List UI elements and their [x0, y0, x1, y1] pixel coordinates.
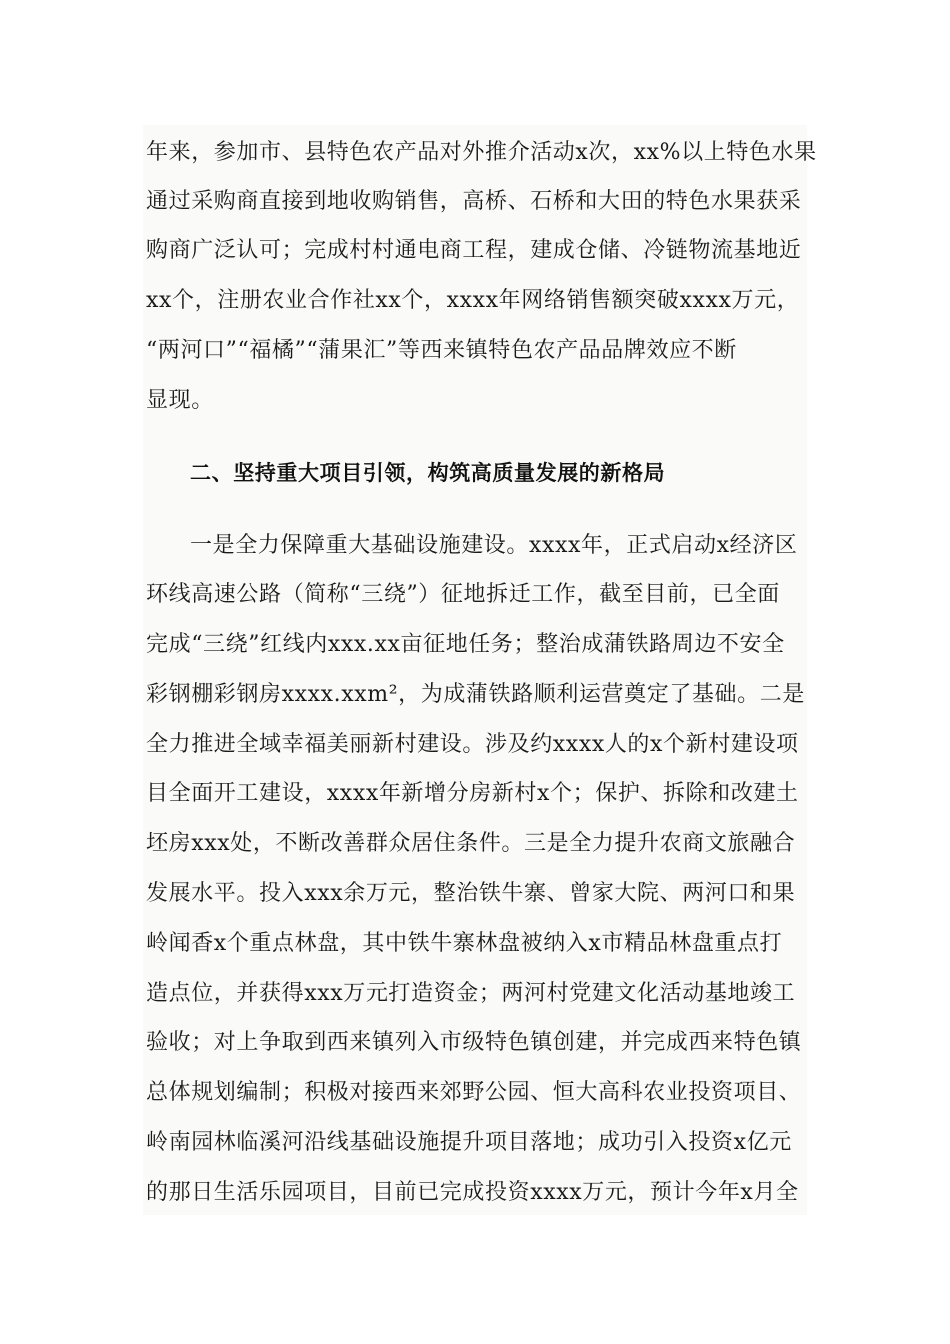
paragraph-line: 一是全力保障重大基础设施建设。xxxx年，正式启动x经济区 — [190, 533, 798, 558]
paragraph-line: “两河口”“福橘”“蒲果汇”等西来镇特色农产品品牌效应不断 — [146, 338, 737, 363]
paragraph-line: 显现。 — [146, 388, 214, 413]
paragraph-line: 坯房xxx处，不断改善群众居住条件。三是全力提升农商文旅融合 — [146, 831, 796, 856]
paragraph-line: 彩钢棚彩钢房xxxx.xxm²，为成蒲铁路顺利运营奠定了基础。二是 — [146, 682, 805, 707]
paragraph-line: 年来，参加市、县特色农产品对外推介活动x次，xx%以上特色水果 — [146, 140, 817, 165]
paragraph-line: 岭闻香x个重点林盘，其中铁牛寨林盘被纳入x市精品林盘重点打 — [146, 931, 783, 956]
paragraph-line: 通过采购商直接到地收购销售，高桥、石桥和大田的特色水果获采 — [146, 189, 802, 214]
paragraph-line: 总体规划编制；积极对接西来郊野公园、恒大高科农业投资项目、 — [146, 1080, 802, 1105]
paragraph-line: 购商广泛认可；完成村村通电商工程，建成仓储、冷链物流基地近 — [146, 238, 802, 263]
paragraph-line: 环线高速公路（简称“三绕”）征地拆迁工作，截至目前，已全面 — [146, 582, 780, 607]
paragraph-line: 发展水平。投入xxx余万元，整治铁牛寨、曾家大院、两河口和果 — [146, 881, 796, 906]
paragraph-line: 岭南园林临溪河沿线基础设施提升项目落地；成功引入投资x亿元 — [146, 1130, 792, 1155]
paragraph-line: 全力推进全域幸福美丽新村建设。涉及约xxxx人的x个新村建设项 — [146, 732, 799, 757]
paragraph-line: 目全面开工建设，xxxx年新增分房新村x个；保护、拆除和改建土 — [146, 781, 799, 806]
paragraph-line: xx个，注册农业合作社xx个，xxxx年网络销售额突破xxxx万元， — [146, 288, 800, 313]
paragraph-line: 的那日生活乐园项目，目前已完成投资xxxx万元，预计今年x月全 — [146, 1180, 799, 1205]
section-heading: 二、坚持重大项目引领，构筑高质量发展的新格局 — [190, 461, 666, 485]
paragraph-line: 完成“三绕”红线内xxx.xx亩征地任务；整治成蒲铁路周边不安全 — [146, 632, 785, 657]
paragraph-line: 造点位，并获得xxx万元打造资金；两河村党建文化活动基地竣工 — [146, 981, 796, 1006]
paragraph-line: 验收；对上争取到西来镇列入市级特色镇创建，并完成西来特色镇 — [146, 1030, 802, 1055]
